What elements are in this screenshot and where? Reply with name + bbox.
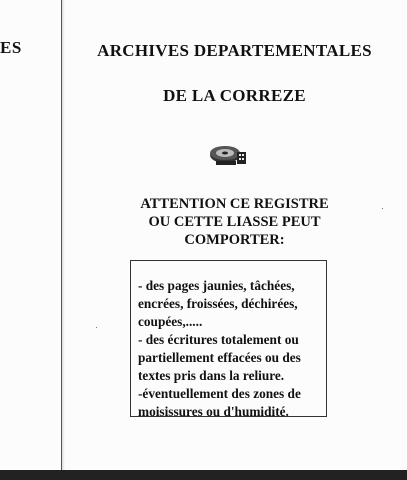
notice-line: coupées,..... — [138, 314, 203, 329]
scan-speck — [96, 327, 97, 328]
warning-line: OU CETTE LIASSE PEUT — [148, 214, 321, 230]
archive-title-line-1: ARCHIVES DEPARTEMENTALES — [97, 41, 372, 60]
notice-line: - des pages jaunies, tâchées, — [138, 278, 295, 293]
warning-heading — [62, 195, 407, 249]
scan-speck — [382, 208, 383, 209]
warning-line: ATTENTION CE REGISTRE — [140, 196, 329, 212]
scan-bottom-edge — [0, 470, 407, 480]
notice-line: encrées, froissées, déchirées, — [138, 296, 298, 311]
notice-line: partiellement effacées ou des — [138, 350, 301, 365]
film-reel-icon — [208, 143, 248, 169]
damage-notice-box — [130, 260, 327, 417]
archive-title-line-2: DE LA CORREZE — [163, 86, 306, 105]
notice-line: - des écritures totalement ou — [138, 332, 299, 347]
notice-line: textes pris dans la reliure. — [138, 368, 285, 383]
warning-line: COMPORTER: — [184, 232, 285, 248]
notice-line: -éventuellement des zones de — [138, 386, 301, 401]
notice-line: moisissures ou d'humidité. — [138, 404, 289, 419]
left-page-fragment: ES — [0, 38, 22, 57]
